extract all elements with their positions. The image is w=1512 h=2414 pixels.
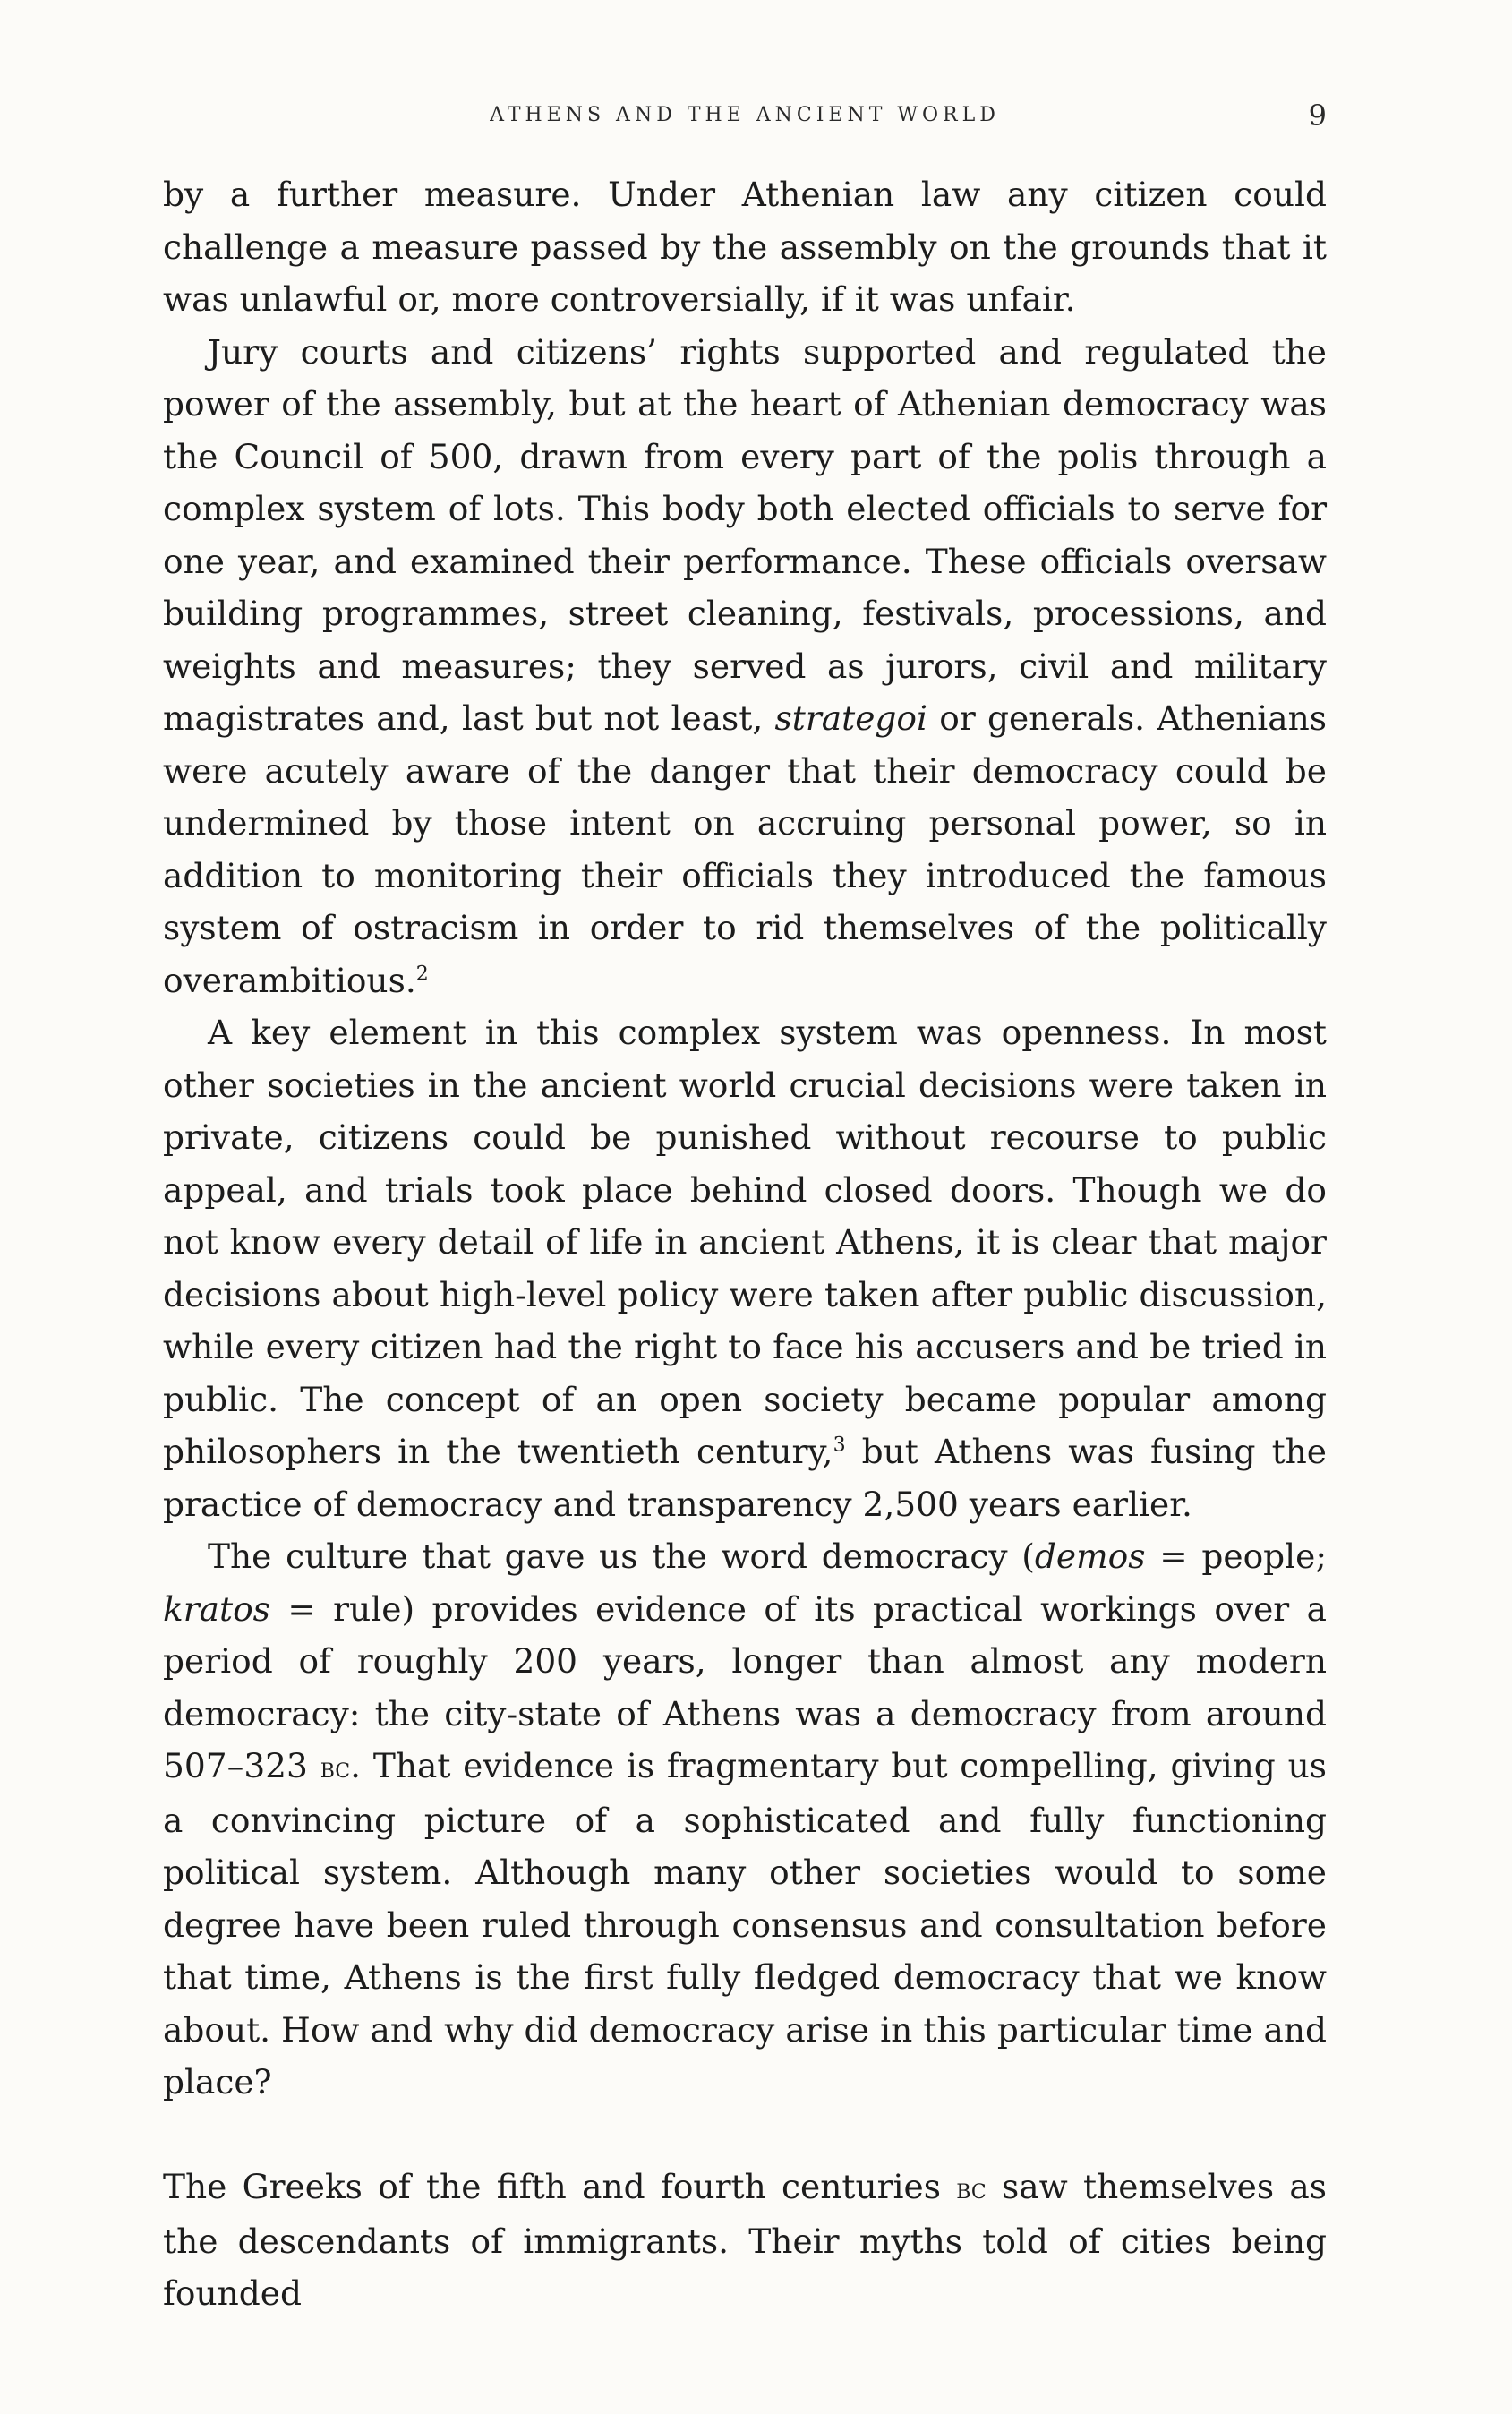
paragraph-2-text-a: Jury courts and citizens’ rights supported and regulated the power of the assembly, but at the heart of Athenian democracy was the Council of 500, drawn from every part of the polis through a complex system of lots. This body both elected officials to serve for one year, and examined their performance. These officials oversaw building programmes, street cleaning, festivals, processions, and weights and measures; they served as jurors, civil and military magistrates and, last but not least, bbox=[163, 331, 1327, 738]
paragraph-3-text-b: but Athens was fusing the practice of democracy and transparency 2,500 years earlier. bbox=[163, 1432, 1327, 1524]
paragraph-4-text-b: = people; bbox=[1145, 1537, 1327, 1576]
body-text bbox=[163, 168, 1327, 2320]
paragraph-4-text-c: = rule) provides evidence of its practical workings over a period of roughly 200 years, longer than almost any modern democracy: the city-state of Athens was a democracy from around 507–323 bbox=[163, 1588, 1327, 1785]
paragraph-4-text-a: The culture that gave us the word democracy ( bbox=[208, 1537, 1035, 1576]
page-number: 9 bbox=[1308, 98, 1327, 133]
paragraph-5 bbox=[163, 2161, 1327, 2320]
era-bc-2: bc bbox=[956, 2171, 987, 2205]
running-head: ATHENS AND THE ANCIENT WORLD bbox=[490, 104, 1000, 126]
era-bc: bc bbox=[320, 1751, 351, 1785]
term-demos: demos bbox=[1034, 1537, 1146, 1576]
page-header bbox=[163, 98, 1327, 134]
paragraph-5-text-b: saw themselves as the descendants of immigrants. Their myths told of cities being founded bbox=[163, 2167, 1327, 2313]
paragraph-5-text-a: The Greeks of the fifth and fourth centuries bbox=[163, 2167, 957, 2206]
paragraph-3-text-a: A key element in this complex system was openness. In most other societies in the ancient world crucial decisions were taken in private, citizens could be punished without recourse to public appeal, and trials took place behind closed doors. Though we do not know every detail of life in ancient Athens, it is clear that major decisions about high-level policy were taken after public discussion, while every citizen had the right to face his accusers and be tried in public. The concept of an open society became popular among philosophers in the twentieth century, bbox=[163, 1013, 1327, 1471]
paragraph-4-text-d: . That evidence is fragmentary but compelling, giving us a convincing picture of a sophisticated and fully functioning political system. Although many other societies would to some degree have been ruled through consensus and consultation before that time, Athens is the first fully fledged democracy that we know about. How and why did democracy arise in this particular time and place? bbox=[163, 1746, 1327, 2102]
term-kratos: kratos bbox=[163, 1588, 270, 1629]
term-strategoi: strategoi bbox=[774, 698, 927, 738]
footnote-ref-2: 2 bbox=[415, 963, 429, 985]
paragraph-1-text: by a further measure. Under Athenian law any citizen could challenge a measure passed by the assembly on the grounds that it was unlawful or, more controversially, if it was unfair. bbox=[163, 175, 1327, 319]
footnote-ref-3: 3 bbox=[833, 1434, 846, 1457]
paragraph-3 bbox=[163, 1006, 1327, 1530]
paragraph-2 bbox=[163, 326, 1327, 1007]
paragraph-1 bbox=[163, 168, 1327, 326]
paragraph-2-text-b: or generals. Athenians were acutely aware of the danger that their democracy could be undermined by those intent on accruing personal power, so in addition to monitoring their officials they introduced the famous system of ostracism in order to rid themselves of the politically overambitious. bbox=[163, 698, 1327, 1000]
paragraph-4 bbox=[163, 1530, 1327, 2109]
